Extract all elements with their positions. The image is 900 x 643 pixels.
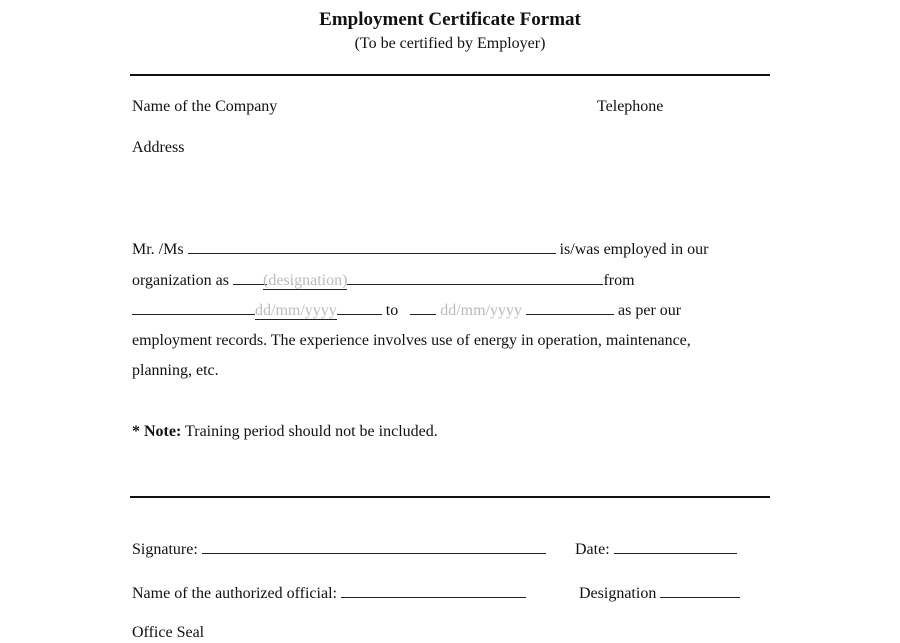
- telephone-label: Telephone: [597, 98, 664, 115]
- official-row: [132, 583, 526, 604]
- body-line-3: [132, 300, 681, 321]
- signature-label: Signature:: [132, 541, 198, 558]
- company-name-label: Name of the Company: [132, 98, 278, 115]
- document-title: Employment Certificate Format: [319, 9, 581, 30]
- body-line-2: [132, 270, 635, 291]
- designation-blank-end[interactable]: [347, 270, 603, 285]
- date-row: [575, 539, 737, 560]
- top-divider: [130, 74, 770, 76]
- to-label: to: [385, 302, 399, 319]
- designation-label: Designation: [579, 585, 657, 602]
- designation-hint[interactable]: (designation): [263, 272, 348, 289]
- employee-name-blank[interactable]: [188, 239, 556, 254]
- organization-as-label: organization as: [132, 272, 230, 289]
- body-line-4: employment records. The experience involves use of energy in operation, maintenance,: [132, 332, 691, 349]
- to-date-hint[interactable]: dd/mm/yyyy: [440, 302, 523, 319]
- official-blank[interactable]: [341, 583, 526, 598]
- office-seal-label: Office Seal: [132, 624, 205, 641]
- designation-blank[interactable]: [660, 583, 740, 598]
- address-label: Address: [132, 139, 185, 156]
- from-date-blank-end[interactable]: [337, 300, 382, 315]
- from-date-hint[interactable]: dd/mm/yyyy: [255, 302, 337, 319]
- from-date-blank[interactable]: [132, 300, 255, 315]
- date-label: Date:: [575, 541, 610, 558]
- note-text: Training period should not be included.: [185, 423, 438, 440]
- signature-blank[interactable]: [202, 539, 546, 554]
- employed-text: is/was employed in our: [559, 241, 709, 258]
- document-subtitle: (To be certified by Employer): [354, 35, 546, 52]
- from-label: from: [603, 272, 635, 289]
- note: [132, 422, 438, 442]
- to-date-blank-end[interactable]: [526, 300, 614, 315]
- date-blank[interactable]: [614, 539, 737, 554]
- body-line-1: [132, 239, 708, 260]
- bottom-divider: [130, 496, 770, 498]
- as-per-our-text: as per our: [618, 302, 682, 319]
- signature-row: [132, 539, 546, 560]
- designation-row: [579, 583, 740, 604]
- note-prefix: * Note:: [132, 423, 182, 440]
- to-date-blank[interactable]: [410, 300, 436, 315]
- body-line-5: planning, etc.: [132, 362, 219, 379]
- mr-ms-label: Mr. /Ms: [132, 241, 184, 258]
- official-label: Name of the authorized official:: [132, 585, 337, 602]
- designation-blank-start[interactable]: [233, 270, 267, 285]
